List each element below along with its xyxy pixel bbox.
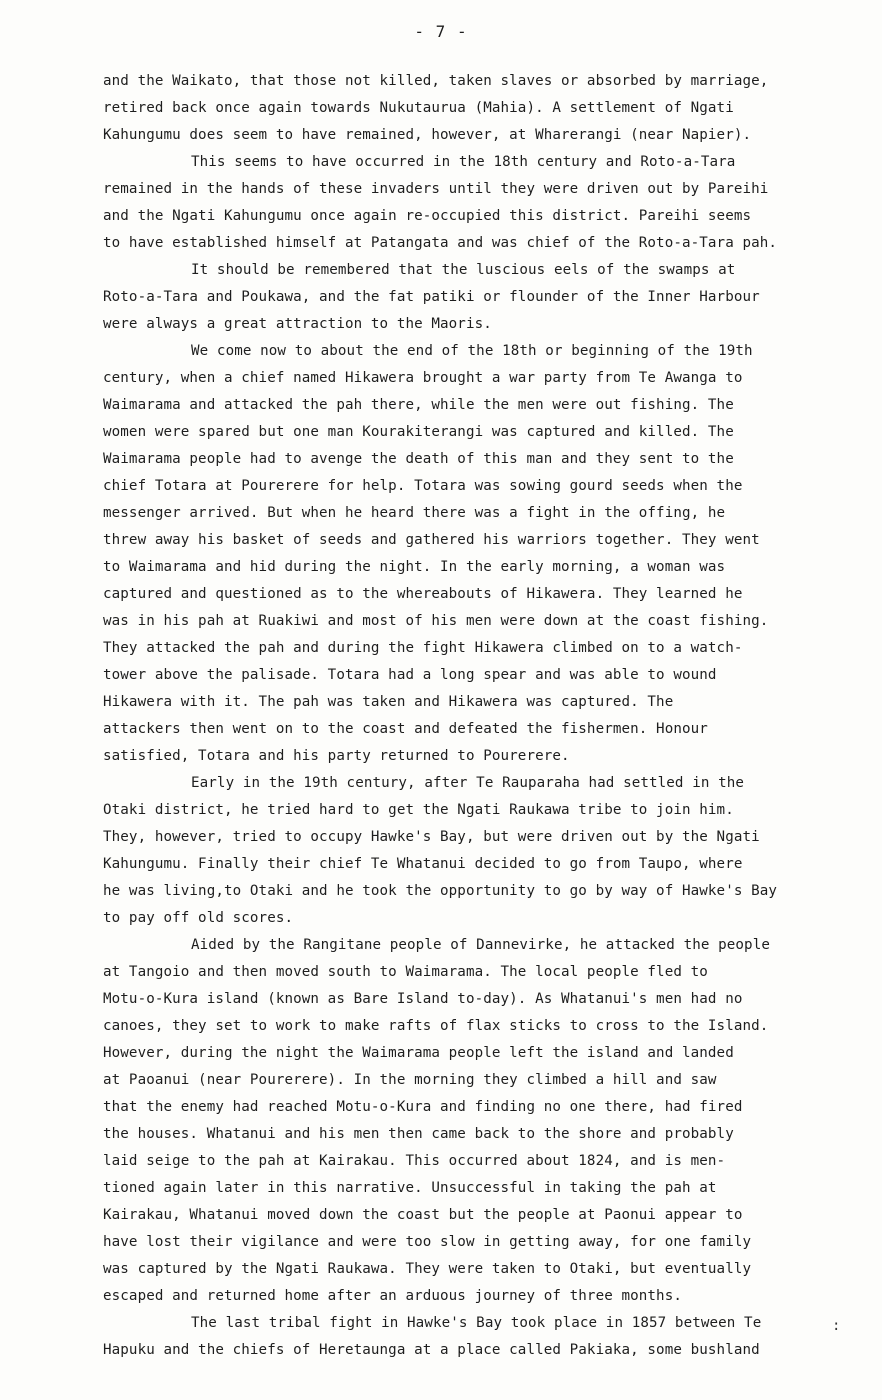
text-line: They attacked the pah and during the fight Hikawera climbed on to a watch- xyxy=(103,640,743,656)
text-line: to Waimarama and hid during the night. In the early morning, a woman was xyxy=(103,559,726,575)
text-line: captured and questioned as to the whereabouts of Hikawera. They learned he xyxy=(103,586,743,602)
text-line: at Tangoio and then moved south to Waimarama. The local people fled to xyxy=(103,964,708,980)
text-line: have lost their vigilance and were too slow in getting away, for one family xyxy=(103,1234,752,1250)
text-line: the houses. Whatanui and his men then came back to the shore and probably xyxy=(103,1126,734,1142)
text-line: at Paoanui (near Pourerere). In the morning they climbed a hill and saw xyxy=(103,1072,717,1088)
text-line: women were spared but one man Kourakiterangi was captured and killed. The xyxy=(103,424,734,440)
text-line: messenger arrived. But when he heard there was a fight in the offing, he xyxy=(103,505,726,521)
text-line: Hapuku and the chiefs of Heretaunga at a place called Pakiaka, some bushland xyxy=(103,1342,760,1358)
text-line: Hikawera with it. The pah was taken and Hikawera was captured. The xyxy=(103,694,674,710)
text-line: tioned again later in this narrative. Unsuccessful in taking the pah at xyxy=(103,1180,717,1196)
text-line: retired back once again towards Nukutaurua (Mahia). A settlement of Ngati xyxy=(103,100,734,116)
text-line: chief Totara at Pourerere for help. Totara was sowing gourd seeds when the xyxy=(103,478,743,494)
text-line: Roto-a-Tara and Poukawa, and the fat patiki or flounder of the Inner Harbour xyxy=(103,289,760,305)
text-line: attackers then went on to the coast and defeated the fishermen. Honour xyxy=(103,721,708,737)
text-line: Kairakau, Whatanui moved down the coast but the people at Paonui appear to xyxy=(103,1207,743,1223)
text-line: We come now to about the end of the 18th or beginning of the 19th xyxy=(191,343,753,359)
text-line: to pay off old scores. xyxy=(103,910,294,926)
text-line: tower above the palisade. Totara had a long spear and was able to wound xyxy=(103,667,717,683)
text-line: Aided by the Rangitane people of Dannevirke, he attacked the people xyxy=(191,937,770,953)
page-number: - 7 - xyxy=(414,22,468,41)
body-text xyxy=(103,68,823,1364)
text-line: However, during the night the Waimarama people left the island and landed xyxy=(103,1045,734,1061)
text-line: century, when a chief named Hikawera brought a war party from Te Awanga to xyxy=(103,370,743,386)
text-line: to have established himself at Patangata and was chief of the Roto-a-Tara pah. xyxy=(103,235,778,251)
text-line: Kahungumu. Finally their chief Te Whatanui decided to go from Taupo, where xyxy=(103,856,743,872)
text-line: Kahungumu does seem to have remained, however, at Wharerangi (near Napier). xyxy=(103,127,752,143)
text-line: Motu-o-Kura island (known as Bare Island to-day). As Whatanui's men had no xyxy=(103,991,743,1007)
text-line: was in his pah at Ruakiwi and most of his men were down at the coast fishing. xyxy=(103,613,769,629)
text-line: Waimarama people had to avenge the death of this man and they sent to the xyxy=(103,451,734,467)
text-line: Otaki district, he tried hard to get the Ngati Raukawa tribe to join him. xyxy=(103,802,734,818)
text-line: Waimarama and attacked the pah there, while the men were out fishing. The xyxy=(103,397,734,413)
text-line: escaped and returned home after an arduous journey of three months. xyxy=(103,1288,682,1304)
text-line: laid seige to the pah at Kairakau. This occurred about 1824, and is men- xyxy=(103,1153,726,1169)
text-line: They, however, tried to occupy Hawke's Bay, but were driven out by the Ngati xyxy=(103,829,760,845)
text-line: It should be remembered that the luscious eels of the swamps at xyxy=(191,262,736,278)
text-line: and the Waikato, that those not killed, taken slaves or absorbed by marriage, xyxy=(103,73,769,89)
text-line: canoes, they set to work to make rafts of flax sticks to cross to the Island. xyxy=(103,1018,769,1034)
text-line: Early in the 19th century, after Te Rauparaha had settled in the xyxy=(191,775,745,791)
text-line: threw away his basket of seeds and gathered his warriors together. They went xyxy=(103,532,760,548)
text-line: he was living,to Otaki and he took the opportunity to go by way of Hawke's Bay xyxy=(103,883,778,899)
text-line: were always a great attraction to the Maoris. xyxy=(103,316,492,332)
margin-mark: : xyxy=(832,1318,841,1334)
text-line: This seems to have occurred in the 18th century and Roto-a-Tara xyxy=(191,154,736,170)
text-line: and the Ngati Kahungumu once again re-occupied this district. Pareihi seems xyxy=(103,208,752,224)
text-line: satisfied, Totara and his party returned to Pourerere. xyxy=(103,748,570,764)
text-line: remained in the hands of these invaders until they were driven out by Pareihi xyxy=(103,181,769,197)
text-line: that the enemy had reached Motu-o-Kura and finding no one there, had fired xyxy=(103,1099,743,1115)
text-line: The last tribal fight in Hawke's Bay took place in 1857 between Te xyxy=(191,1315,762,1331)
text-line: was captured by the Ngati Raukawa. They were taken to Otaki, but eventually xyxy=(103,1261,752,1277)
